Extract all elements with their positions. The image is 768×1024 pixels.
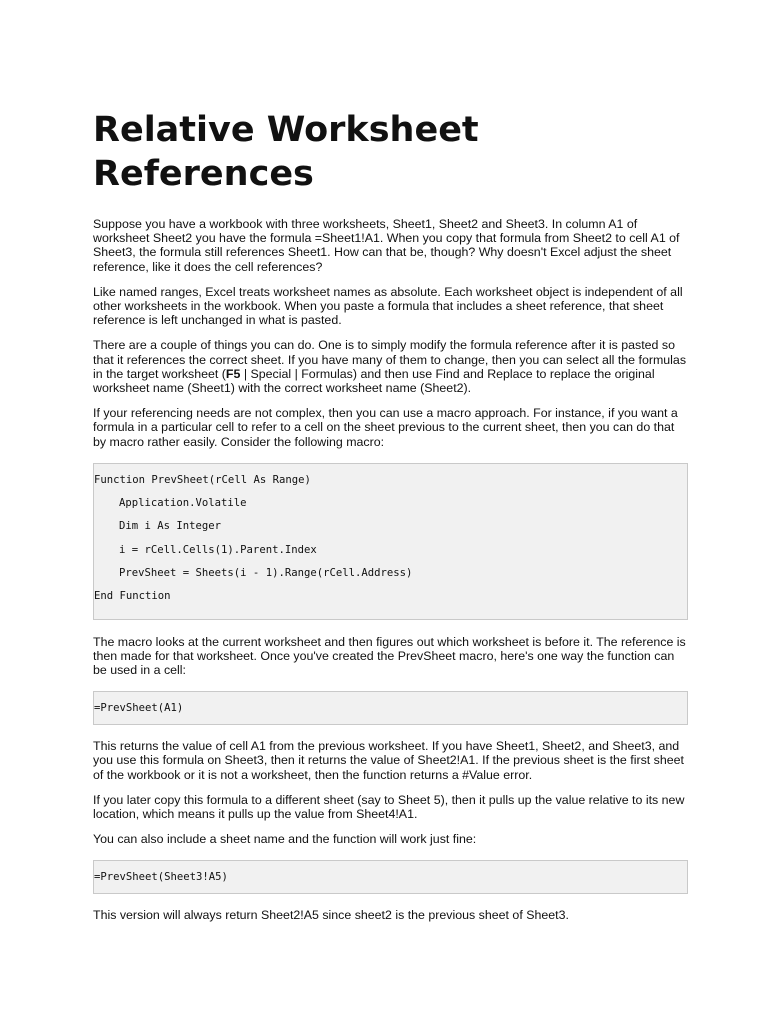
paragraph-options bbox=[93, 338, 688, 395]
paragraph-options-text-a: There are a couple of things you can do. One is to simply modify the formula reference after it is pasted so that it references the correct sheet. If you have many of them to change, then you can select all the formulas in the target worksheet ( bbox=[93, 338, 687, 381]
paragraph-macro-intro: If your referencing needs are not complex, then you can use a macro approach. For instance, if you want a formula in a particular cell to refer to a cell on the sheet previous to the current sheet, then you can do that by macro rather easily. Consider the following macro: bbox=[93, 406, 678, 449]
paragraph-sheet-name: You can also include a sheet name and the function will work just fine: bbox=[93, 832, 477, 847]
paragraph-macro-explain: The macro looks at the current worksheet and then figures out which worksheet is before it. The reference is then made for that worksheet. Once you've created the PrevSheet macro, here's one way the function can be used in a cell: bbox=[93, 634, 686, 678]
code-line: Dim i As Integer bbox=[119, 520, 222, 533]
paragraph-options-text-b: | Special | Formulas) and then use Find and Replace to replace the original worksheet name (Sheet1) with the correct worksheet name (Sheet2). bbox=[93, 366, 655, 396]
code-line: =PrevSheet(Sheet3!A5) bbox=[94, 871, 228, 884]
paragraph-copy: If you later copy this formula to a different sheet (say to Sheet 5), then it pulls up the value relative to its new location, which means it pulls up the value from Sheet4!A1. bbox=[93, 792, 685, 822]
formula-code-block-2 bbox=[93, 860, 688, 894]
code-line: Application.Volatile bbox=[119, 497, 247, 510]
code-line: i = rCell.Cells(1).Parent.Index bbox=[119, 543, 317, 556]
paragraph-returns: This returns the value of cell A1 from the previous worksheet. If you have Sheet1, Sheet2, and Sheet3, and you use this formula on Sheet3, then it returns the value of Sheet2!A1. If the previous sheet is the first sheet of the workbook or it is not a worksheet, then the function returns a #Value error. bbox=[93, 739, 684, 782]
paragraph-named-ranges: Like named ranges, Excel treats worksheet names as absolute. Each worksheet object is independent of all other worksheets in the workbook. When you paste a formula that includes a sheet reference, that sheet reference is left unchanged in what is pasted. bbox=[93, 284, 683, 328]
paragraph-intro: Suppose you have a workbook with three worksheets, Sheet1, Sheet2 and Sheet3. In column A1 of worksheet Sheet2 you have the formula =Sheet1!A1. When you copy that formula from Sheet2 to cell A1 of Sheet3, the formula still references Sheet1. How can that be, though? Why doesn't Excel adjust the sheet reference, like it does the cell references? bbox=[93, 217, 680, 274]
document-page bbox=[93, 0, 688, 934]
code-line: =PrevSheet(A1) bbox=[94, 702, 184, 715]
code-line: Function PrevSheet(rCell As Range) bbox=[94, 473, 311, 486]
code-line: End Function bbox=[94, 590, 171, 603]
macro-code-block bbox=[93, 463, 688, 620]
paragraph-version: This version will always return Sheet2!A5 since sheet2 is the previous sheet of Sheet3. bbox=[93, 908, 569, 923]
f5-key-label: F5 bbox=[225, 366, 241, 381]
code-line: PrevSheet = Sheets(i - 1).Range(rCell.Address) bbox=[119, 567, 413, 580]
page-title: Relative Worksheet References bbox=[93, 110, 479, 194]
formula-code-block-1 bbox=[93, 691, 688, 725]
